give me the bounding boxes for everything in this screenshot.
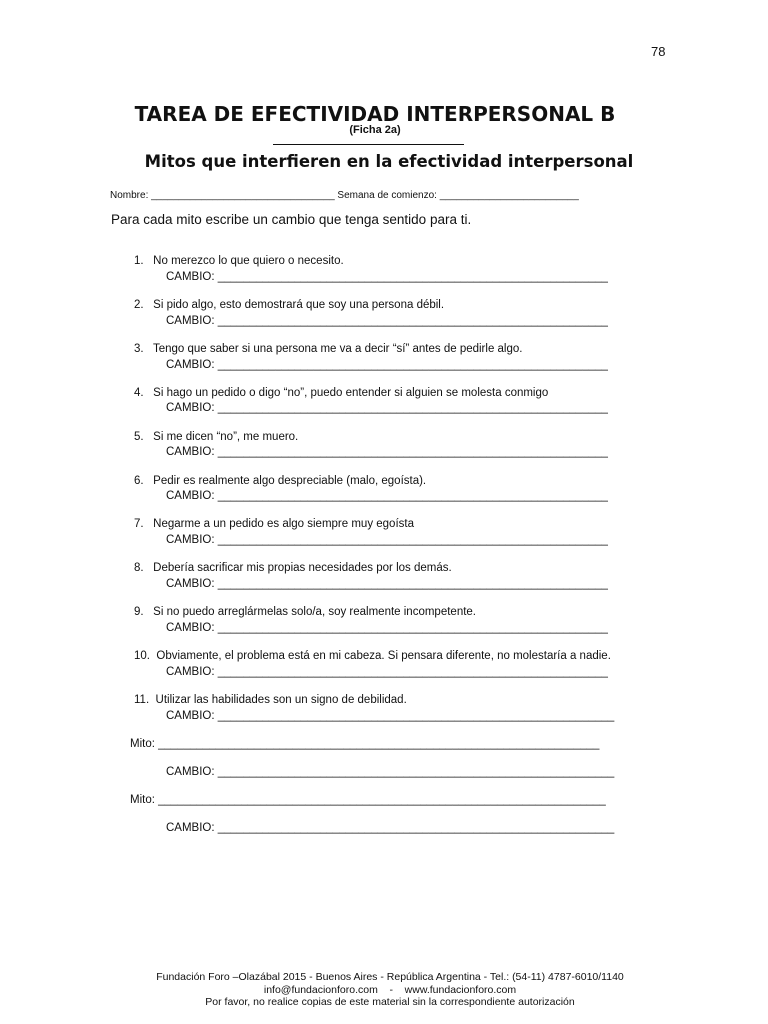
- change-field[interactable]: CAMBIO: _____________________________________________________________: [166, 315, 608, 327]
- document-subtitle: (Ficha 2a): [349, 124, 401, 136]
- change-field[interactable]: CAMBIO: _____________________________________________________________: [166, 446, 608, 458]
- instruction-text: Para cada mito escribe un cambio que tenga sentido para ti.: [111, 212, 472, 227]
- title-underline: [273, 144, 464, 145]
- name-and-week-field[interactable]: Nombre: _________________________________ Semana de comienzo: _________________________: [110, 190, 579, 201]
- myth-item: 7. Negarme a un pedido es algo siempre muy egoísta: [134, 518, 414, 530]
- change-field[interactable]: CAMBIO: _____________________________________________________________: [166, 622, 608, 634]
- change-field[interactable]: CAMBIO: _____________________________________________________________: [166, 271, 608, 283]
- myth-item: 6. Pedir es realmente algo despreciable (malo, egoísta).: [134, 475, 427, 487]
- change-field[interactable]: CAMBIO: _____________________________________________________________: [166, 490, 608, 502]
- custom-myth-field[interactable]: Mito: ______________________________________________________________________: [130, 794, 606, 806]
- change-field[interactable]: CAMBIO: ______________________________________________________________: [166, 822, 615, 834]
- myth-item: 4. Si hago un pedido o digo “no”, puedo entender si alguien se molesta conmigo: [134, 387, 549, 399]
- myth-item: 8. Debería sacrificar mis propias necesidades por los demás.: [134, 562, 452, 574]
- myth-item: 1. No merezco lo que quiero o necesito.: [134, 255, 344, 267]
- change-field[interactable]: CAMBIO: _____________________________________________________________: [166, 402, 608, 414]
- change-field[interactable]: CAMBIO: _____________________________________________________________: [166, 666, 608, 678]
- section-heading: Mitos que interfieren en la efectividad interpersonal: [144, 152, 634, 171]
- custom-myth-field[interactable]: Mito: _____________________________________________________________________: [130, 738, 600, 750]
- change-field[interactable]: CAMBIO: _____________________________________________________________: [166, 534, 608, 546]
- myth-item: 5. Si me dicen “no”, me muero.: [134, 431, 299, 443]
- myth-item: 2. Si pido algo, esto demostrará que soy una persona débil.: [134, 299, 445, 311]
- change-field[interactable]: CAMBIO: _____________________________________________________________: [166, 359, 608, 371]
- myth-item: 9. Si no puedo arreglármelas solo/a, soy realmente incompetente.: [134, 606, 476, 618]
- footer-address: Fundación Foro –Olazábal 2015 - Buenos Aires - República Argentina - Tel.: (54-11) 4787-6010/1140: [156, 971, 624, 983]
- myth-item: 10. Obviamente, el problema está en mi cabeza. Si pensara diferente, no molestaría a nadie.: [134, 650, 611, 662]
- change-field[interactable]: CAMBIO: ______________________________________________________________: [166, 710, 615, 722]
- change-field[interactable]: CAMBIO: _____________________________________________________________: [166, 578, 608, 590]
- document-title: TAREA DE EFECTIVIDAD INTERPERSONAL B: [134, 102, 616, 126]
- myth-item: 11. Utilizar las habilidades son un signo de debilidad.: [134, 694, 407, 706]
- myth-item: 3. Tengo que saber si una persona me va a decir “sí” antes de pedirle algo.: [134, 343, 523, 355]
- change-field[interactable]: CAMBIO: ______________________________________________________________: [166, 766, 615, 778]
- footer-contact: info@fundacionforo.com - www.fundacionforo.com: [263, 984, 517, 996]
- page-number: 78: [651, 44, 666, 59]
- footer-copyright-notice: Por favor, no realice copias de este material sin la correspondiente autorización: [205, 996, 575, 1008]
